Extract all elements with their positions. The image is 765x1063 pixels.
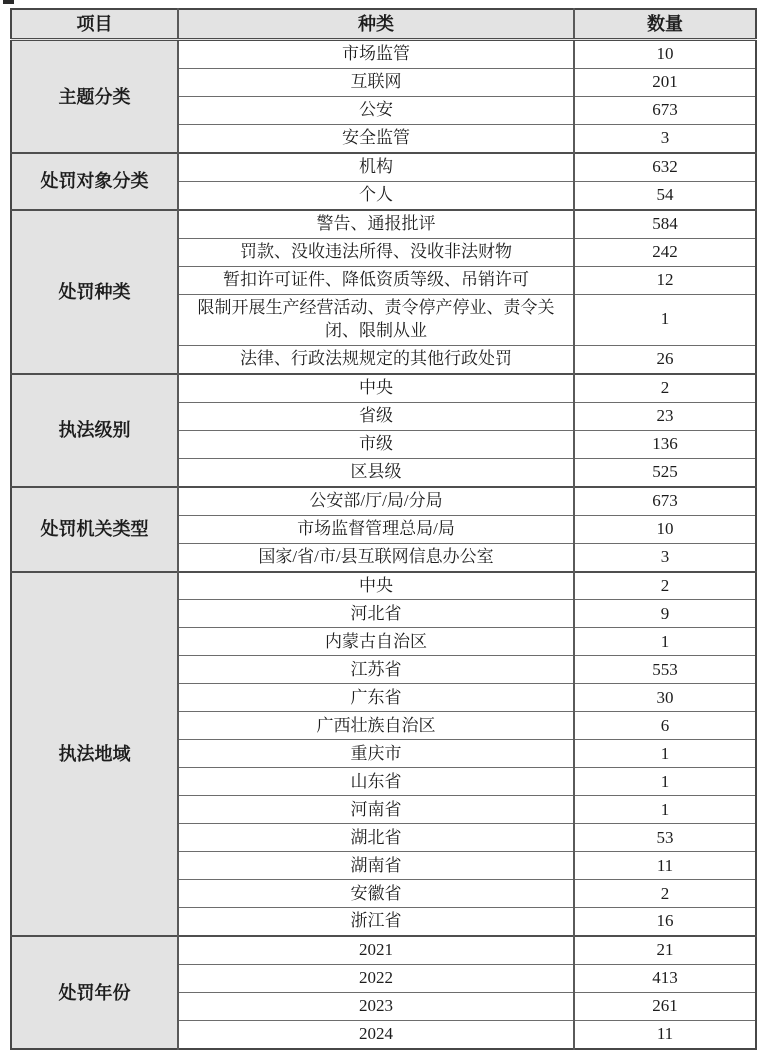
item-category-cell: 执法地域 (11, 572, 178, 937)
count-cell: 23 (574, 402, 756, 430)
table-row (11, 210, 756, 238)
count-cell: 9 (574, 600, 756, 628)
count-cell: 632 (574, 153, 756, 181)
type-cell: 罚款、没收违法所得、没收非法财物 (178, 238, 574, 266)
count-cell: 242 (574, 238, 756, 266)
count-cell: 673 (574, 97, 756, 125)
count-cell: 11 (574, 1021, 756, 1049)
type-cell: 法律、行政法规规定的其他行政处罚 (178, 345, 574, 373)
item-category-cell: 执法级别 (11, 374, 178, 487)
count-cell: 2 (574, 374, 756, 402)
item-category-cell: 处罚机关类型 (11, 487, 178, 572)
column-header-type: 种类 (178, 9, 574, 40)
count-cell: 21 (574, 936, 756, 964)
count-cell: 26 (574, 345, 756, 373)
item-category-cell: 处罚对象分类 (11, 153, 178, 210)
type-cell: 安全监管 (178, 125, 574, 153)
count-cell: 11 (574, 852, 756, 880)
type-cell: 互联网 (178, 69, 574, 97)
type-cell: 江苏省 (178, 656, 574, 684)
count-cell: 10 (574, 40, 756, 69)
table-body (11, 40, 756, 1050)
header-row (11, 9, 756, 40)
type-cell: 山东省 (178, 768, 574, 796)
count-cell: 16 (574, 908, 756, 936)
type-cell: 公安部/厅/局/分局 (178, 487, 574, 515)
type-cell: 暂扣许可证件、降低资质等级、吊销许可 (178, 266, 574, 294)
type-cell: 广东省 (178, 684, 574, 712)
type-cell: 湖北省 (178, 824, 574, 852)
type-cell: 内蒙古自治区 (178, 628, 574, 656)
type-cell: 省级 (178, 402, 574, 430)
type-cell: 湖南省 (178, 852, 574, 880)
count-cell: 6 (574, 712, 756, 740)
count-cell: 413 (574, 965, 756, 993)
type-cell: 2021 (178, 936, 574, 964)
type-cell: 市级 (178, 430, 574, 458)
column-header-item: 项目 (11, 9, 178, 40)
count-cell: 1 (574, 740, 756, 768)
type-cell: 警告、通报批评 (178, 210, 574, 238)
type-cell: 浙江省 (178, 908, 574, 936)
count-cell: 525 (574, 458, 756, 486)
type-cell: 机构 (178, 153, 574, 181)
table-row (11, 40, 756, 69)
count-cell: 1 (574, 628, 756, 656)
count-cell: 261 (574, 993, 756, 1021)
item-category-cell: 处罚种类 (11, 210, 178, 374)
column-header-count: 数量 (574, 9, 756, 40)
item-category-cell: 处罚年份 (11, 936, 178, 1049)
count-cell: 136 (574, 430, 756, 458)
type-cell: 重庆市 (178, 740, 574, 768)
count-cell: 54 (574, 182, 756, 210)
count-cell: 2 (574, 880, 756, 908)
count-cell: 673 (574, 487, 756, 515)
type-cell: 河北省 (178, 600, 574, 628)
table-row (11, 936, 756, 964)
type-cell: 广西壮族自治区 (178, 712, 574, 740)
count-cell: 553 (574, 656, 756, 684)
table-row (11, 487, 756, 515)
type-cell: 公安 (178, 97, 574, 125)
count-cell: 30 (574, 684, 756, 712)
type-cell: 限制开展生产经营活动、责令停产停业、责令关闭、限制从业 (178, 294, 574, 345)
type-cell: 市场监督管理总局/局 (178, 515, 574, 543)
type-cell: 安徽省 (178, 880, 574, 908)
count-cell: 12 (574, 266, 756, 294)
type-cell: 2023 (178, 993, 574, 1021)
scan-artifact-mark (3, 0, 14, 4)
item-category-cell: 主题分类 (11, 40, 178, 153)
type-cell: 市场监管 (178, 40, 574, 69)
type-cell: 个人 (178, 182, 574, 210)
count-cell: 1 (574, 294, 756, 345)
type-cell: 中央 (178, 572, 574, 600)
count-cell: 201 (574, 69, 756, 97)
type-cell: 2024 (178, 1021, 574, 1049)
count-cell: 53 (574, 824, 756, 852)
count-cell: 10 (574, 515, 756, 543)
table-header (11, 9, 756, 40)
count-cell: 3 (574, 543, 756, 571)
penalty-statistics-table (10, 8, 757, 1050)
type-cell: 河南省 (178, 796, 574, 824)
table-row (11, 572, 756, 600)
count-cell: 2 (574, 572, 756, 600)
count-cell: 584 (574, 210, 756, 238)
type-cell: 国家/省/市/县互联网信息办公室 (178, 543, 574, 571)
count-cell: 3 (574, 125, 756, 153)
type-cell: 区县级 (178, 458, 574, 486)
table-row (11, 374, 756, 402)
type-cell: 中央 (178, 374, 574, 402)
count-cell: 1 (574, 796, 756, 824)
count-cell: 1 (574, 768, 756, 796)
type-cell: 2022 (178, 965, 574, 993)
table-row (11, 153, 756, 181)
